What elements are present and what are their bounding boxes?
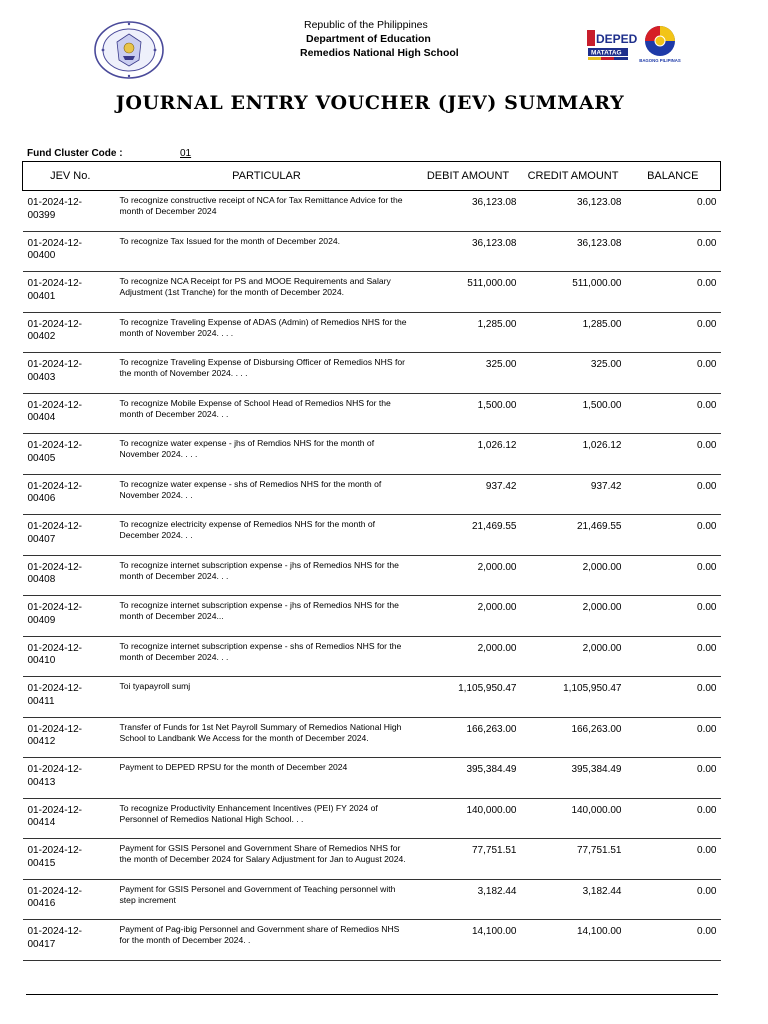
credit-amount: 937.42	[521, 474, 626, 515]
jev-number: 01-2024-12- 00400	[23, 231, 118, 272]
debit-amount: 36,123.08	[416, 191, 521, 232]
balance-amount: 0.00	[626, 272, 721, 313]
balance-amount: 0.00	[626, 839, 721, 880]
debit-amount: 1,285.00	[416, 312, 521, 353]
balance-amount: 0.00	[626, 758, 721, 799]
particular-text: Payment for GSIS Personel and Government Share of Remedios NHS for the month of December 2024 for Salary Adjustment for Jan to August 2024.	[118, 839, 416, 880]
credit-amount: 1,500.00	[521, 393, 626, 434]
particular-text: To recognize water expense - jhs of Remdios NHS for the month of November 2024. . . .	[118, 434, 416, 475]
jev-number: 01-2024-12- 00416	[23, 879, 118, 920]
credit-amount: 36,123.08	[521, 191, 626, 232]
republic-line: Republic of the Philippines	[304, 19, 428, 31]
balance-amount: 0.00	[626, 717, 721, 758]
particular-text: To recognize NCA Receipt for PS and MOOE Requirements and Salary Adjustment (1st Tranche) for the month of December 2024.	[118, 272, 416, 313]
jev-number: 01-2024-12- 00412	[23, 717, 118, 758]
table-row	[23, 353, 721, 394]
credit-amount: 511,000.00	[521, 272, 626, 313]
table-row	[23, 798, 721, 839]
debit-amount: 1,500.00	[416, 393, 521, 434]
jev-number: 01-2024-12- 00410	[23, 636, 118, 677]
particular-text: Payment to DEPED RPSU for the month of December 2024	[118, 758, 416, 799]
credit-amount: 1,026.12	[521, 434, 626, 475]
fund-cluster-value: 01	[180, 148, 192, 159]
table-row	[23, 596, 721, 637]
jev-number: 01-2024-12- 00407	[23, 515, 118, 556]
credit-amount: 1,285.00	[521, 312, 626, 353]
header-credit-amount: CREDIT AMOUNT	[521, 162, 626, 191]
bagong-pilipinas-logo-icon	[637, 24, 683, 64]
table-row	[23, 515, 721, 556]
balance-amount: 0.00	[626, 393, 721, 434]
deped-seal-icon	[93, 20, 165, 80]
credit-amount: 325.00	[521, 353, 626, 394]
particular-text: Payment of Pag-ibig Personnel and Government share of Remedios NHS for the month of December 2024. .	[118, 920, 416, 961]
svg-text:MATATAG: MATATAG	[591, 49, 622, 57]
particular-text: Toi tyapayroll sumj	[118, 677, 416, 718]
debit-amount: 3,182.44	[416, 879, 521, 920]
jev-number: 01-2024-12- 00405	[23, 434, 118, 475]
table-row	[23, 920, 721, 961]
debit-amount: 166,263.00	[416, 717, 521, 758]
jev-number: 01-2024-12- 00411	[23, 677, 118, 718]
page-title: JOURNAL ENTRY VOUCHER (JEV) SUMMARY	[115, 92, 625, 114]
balance-amount: 0.00	[626, 434, 721, 475]
credit-amount: 2,000.00	[521, 555, 626, 596]
particular-text: To recognize constructive receipt of NCA for Tax Remittance Advice for the month of December 2024	[118, 191, 416, 232]
footer-divider	[26, 994, 718, 995]
table-row	[23, 272, 721, 313]
particular-text: To recognize electricity expense of Remedios NHS for the month of December 2024. . .	[118, 515, 416, 556]
header-balance: BALANCE	[626, 162, 721, 191]
credit-amount: 14,100.00	[521, 920, 626, 961]
table-row	[23, 636, 721, 677]
credit-amount: 395,384.49	[521, 758, 626, 799]
jev-number: 01-2024-12- 00415	[23, 839, 118, 880]
debit-amount: 14,100.00	[416, 920, 521, 961]
header-jev-no: JEV No.	[23, 162, 118, 191]
balance-amount: 0.00	[626, 515, 721, 556]
particular-text: To recognize Mobile Expense of School Head of Remedios NHS for the month of December 2024. . .	[118, 393, 416, 434]
balance-amount: 0.00	[626, 555, 721, 596]
balance-amount: 0.00	[626, 798, 721, 839]
particular-text: To recognize Productivity Enhancement Incentives (PEI) FY 2024 of Personnel of Remedios National High School. . .	[118, 798, 416, 839]
table-row	[23, 677, 721, 718]
table-row	[23, 474, 721, 515]
jev-summary-table	[22, 161, 721, 961]
debit-amount: 21,469.55	[416, 515, 521, 556]
table-row	[23, 839, 721, 880]
debit-amount: 36,123.08	[416, 231, 521, 272]
jev-number: 01-2024-12- 00417	[23, 920, 118, 961]
letterhead	[300, 18, 500, 60]
particular-text: To recognize internet subscription expense - shs of Remedios NHS for the month of December 2024. . .	[118, 636, 416, 677]
jev-number: 01-2024-12- 00403	[23, 353, 118, 394]
debit-amount: 511,000.00	[416, 272, 521, 313]
particular-text: To recognize Traveling Expense of Disbursing Officer of Remedios NHS for the month of November 2024. . . .	[118, 353, 416, 394]
balance-amount: 0.00	[626, 231, 721, 272]
svg-text:DEPED: DEPED	[596, 32, 638, 46]
jev-number: 01-2024-12- 00404	[23, 393, 118, 434]
jev-number: 01-2024-12- 00401	[23, 272, 118, 313]
debit-amount: 395,384.49	[416, 758, 521, 799]
debit-amount: 937.42	[416, 474, 521, 515]
table-header-row	[23, 162, 721, 191]
table-row	[23, 434, 721, 475]
credit-amount: 2,000.00	[521, 636, 626, 677]
balance-amount: 0.00	[626, 474, 721, 515]
credit-amount: 1,105,950.47	[521, 677, 626, 718]
table-row	[23, 312, 721, 353]
balance-amount: 0.00	[626, 920, 721, 961]
table-row	[23, 555, 721, 596]
debit-amount: 325.00	[416, 353, 521, 394]
balance-amount: 0.00	[626, 636, 721, 677]
balance-amount: 0.00	[626, 596, 721, 637]
jev-number: 01-2024-12- 00414	[23, 798, 118, 839]
credit-amount: 166,263.00	[521, 717, 626, 758]
balance-amount: 0.00	[626, 191, 721, 232]
school-line: Remedios National High School	[300, 47, 459, 59]
jev-number: 01-2024-12- 00408	[23, 555, 118, 596]
credit-amount: 140,000.00	[521, 798, 626, 839]
jev-number: 01-2024-12- 00406	[23, 474, 118, 515]
balance-amount: 0.00	[626, 677, 721, 718]
particular-text: To recognize Traveling Expense of ADAS (Admin) of Remedios NHS for the month of November 2024. . . .	[118, 312, 416, 353]
debit-amount: 1,105,950.47	[416, 677, 521, 718]
particular-text: To recognize water expense - shs of Remedios NHS for the month of November 2024. . .	[118, 474, 416, 515]
particular-text: Payment for GSIS Personel and Government of Teaching personnel with step increment	[118, 879, 416, 920]
table-row	[23, 231, 721, 272]
debit-amount: 2,000.00	[416, 596, 521, 637]
table-row	[23, 191, 721, 232]
deped-matatag-logo-icon	[585, 26, 638, 64]
credit-amount: 36,123.08	[521, 231, 626, 272]
table-row	[23, 717, 721, 758]
particular-text: Transfer of Funds for 1st Net Payroll Summary of Remedios National High School to Landbank We Access for the month of December 2024.	[118, 717, 416, 758]
credit-amount: 21,469.55	[521, 515, 626, 556]
header-particular: PARTICULAR	[118, 162, 416, 191]
credit-amount: 77,751.51	[521, 839, 626, 880]
balance-amount: 0.00	[626, 879, 721, 920]
credit-amount: 2,000.00	[521, 596, 626, 637]
particular-text: To recognize internet subscription expense - jhs of Remedios NHS for the month of December 2024...	[118, 596, 416, 637]
particular-text: To recognize internet subscription expense - jhs of Remedios NHS for the month of December 2024. . .	[118, 555, 416, 596]
table-body	[23, 191, 721, 961]
debit-amount: 2,000.00	[416, 555, 521, 596]
balance-amount: 0.00	[626, 353, 721, 394]
table-row	[23, 758, 721, 799]
jev-number: 01-2024-12- 00409	[23, 596, 118, 637]
debit-amount: 2,000.00	[416, 636, 521, 677]
department-line: Department of Education	[306, 33, 431, 45]
jev-number: 01-2024-12- 00399	[23, 191, 118, 232]
particular-text: To recognize Tax Issued for the month of December 2024.	[118, 231, 416, 272]
table-row	[23, 879, 721, 920]
table-row	[23, 393, 721, 434]
debit-amount: 77,751.51	[416, 839, 521, 880]
jev-number: 01-2024-12- 00402	[23, 312, 118, 353]
svg-text:BAGONG PILIPINAS: BAGONG PILIPINAS	[639, 58, 681, 63]
fund-cluster-label: Fund Cluster Code :	[27, 148, 123, 159]
credit-amount: 3,182.44	[521, 879, 626, 920]
balance-amount: 0.00	[626, 312, 721, 353]
debit-amount: 140,000.00	[416, 798, 521, 839]
header-debit-amount: DEBIT AMOUNT	[416, 162, 521, 191]
debit-amount: 1,026.12	[416, 434, 521, 475]
jev-number: 01-2024-12- 00413	[23, 758, 118, 799]
